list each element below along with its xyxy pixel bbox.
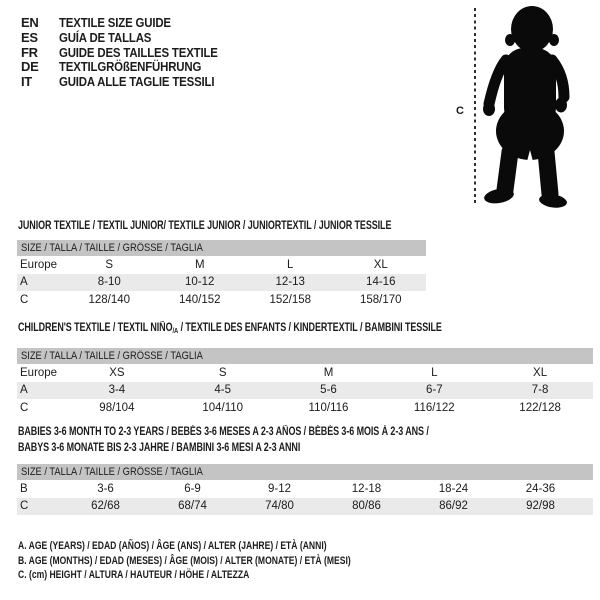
language-row	[21, 15, 239, 30]
language-row	[21, 59, 239, 74]
size-header-row	[17, 240, 426, 256]
language-row	[21, 30, 239, 45]
size-row-europe	[17, 256, 426, 274]
footnote-line: C. (cm) HEIGHT / ALTURA / HAUTEUR / HÖHE / ALTEZZA	[18, 569, 250, 582]
size-value-cell: 10-12	[185, 276, 215, 289]
size-row-a	[17, 274, 426, 292]
size-value-cell: 122/128	[519, 401, 561, 414]
size-header-cell: SIZE / TALLA / TAILLE / GRÖSSE / TAGLIA	[17, 240, 426, 256]
size-value-cell: 24-36	[525, 482, 556, 495]
size-value-cell: 86/92	[439, 500, 468, 513]
row-label-cell: A	[20, 276, 28, 289]
size-value-cell: 12-18	[351, 482, 382, 495]
size-value-cell: 6-9	[184, 482, 201, 495]
size-value-cell: 140/152	[178, 293, 221, 306]
size-value-cell: 92/98	[526, 500, 555, 513]
language-label: GUIDE DES TAILLES TEXTILE	[59, 44, 218, 60]
size-value-cell: S	[218, 366, 227, 379]
language-label: TEXTILE SIZE GUIDE	[59, 15, 171, 30]
language-list	[21, 15, 239, 89]
height-measure-label: C	[456, 105, 464, 117]
row-label-cell: C	[20, 293, 29, 306]
children-section	[18, 320, 561, 414]
language-label: TEXTILGRÖßENFÜHRUNG	[59, 59, 202, 75]
size-value-cell: M	[323, 366, 334, 379]
size-value-cell: 158/170	[359, 293, 402, 306]
size-value-cell: L	[287, 258, 294, 271]
size-row-c	[17, 498, 593, 516]
size-header-row	[17, 348, 593, 364]
size-value-cell: 128/140	[88, 293, 131, 306]
language-code: IT	[21, 74, 32, 90]
language-label: GUÍA DE TALLAS	[59, 29, 152, 45]
size-row-b	[17, 480, 593, 498]
language-code: FR	[21, 44, 38, 60]
language-row	[21, 74, 239, 89]
size-value-cell: 116/122	[413, 401, 455, 414]
size-value-cell: 152/158	[269, 293, 312, 306]
size-value-cell: XS	[109, 366, 125, 379]
babies-title: BABYS 3-6 MONATE BIS 2-3 JAHRE / BAMBINI 3-6 MESI A 2-3 ANNI	[18, 442, 301, 454]
height-dashed-line	[474, 8, 476, 206]
size-value-cell: 104/110	[202, 401, 244, 414]
junior-title: JUNIOR TEXTILE / TEXTIL JUNIOR/ TEXTILE JUNIOR / JUNIORTEXTIL / JUNIOR TESSILE	[18, 220, 392, 232]
size-value-cell: 8-10	[97, 276, 121, 289]
row-label-cell: Europe	[20, 366, 58, 379]
size-row-c	[17, 399, 593, 417]
size-value-cell: XL	[373, 258, 388, 271]
size-value-cell: 9-12	[267, 482, 292, 495]
size-value-cell: 14-16	[366, 276, 396, 289]
babies-size-table	[17, 464, 593, 515]
children-size-table	[17, 348, 593, 417]
size-header-cell: SIZE / TALLA / TAILLE / GRÖSSE / TAGLIA	[17, 464, 593, 480]
size-value-cell: 68/74	[178, 500, 207, 513]
junior-size-table	[17, 240, 426, 309]
size-value-cell: XL	[533, 366, 548, 379]
filler-cell	[584, 498, 593, 516]
size-value-cell: 110/116	[308, 401, 349, 414]
babies-title: BABIES 3-6 MONTH TO 2-3 YEARS / BEBÉS 3-6 MESES A 2-3 AÑOS / BÉBÉS 3-6 MOIS À 2-3 ANS /	[18, 426, 429, 438]
size-header-row	[17, 464, 593, 480]
size-header-cell: SIZE / TALLA / TAILLE / GRÖSSE / TAGLIA	[17, 348, 593, 364]
size-value-cell: 74/80	[265, 500, 294, 513]
size-value-cell: 3-6	[97, 482, 114, 495]
size-value-cell: 98/104	[99, 401, 135, 414]
row-label-cell: B	[20, 482, 28, 495]
row-label-cell: Europe	[20, 258, 58, 271]
language-code: EN	[21, 15, 39, 30]
size-value-cell: 6-7	[425, 384, 443, 397]
babies-section	[18, 424, 556, 513]
size-value-cell: L	[431, 366, 438, 379]
size-value-cell: M	[194, 258, 205, 271]
row-label-cell: A	[20, 384, 28, 397]
size-value-cell: S	[105, 258, 114, 271]
language-row	[21, 45, 239, 60]
size-value-cell: 12-13	[275, 276, 305, 289]
baby-silhouette-icon	[482, 4, 578, 208]
language-label: GUIDA ALLE TAGLIE TESSILI	[59, 74, 215, 90]
footnote-line: B. AGE (MONTHS) / EDAD (MESES) / ÂGE (MOIS) / ALTER (MONATE) / ETÀ (MESI)	[18, 554, 351, 567]
junior-section	[18, 218, 497, 306]
size-row-c	[17, 291, 426, 309]
size-value-cell: 4-5	[214, 384, 231, 397]
size-row-a	[17, 382, 593, 400]
size-value-cell: 7-8	[531, 384, 549, 397]
filler-cell	[584, 480, 593, 498]
row-label-cell: C	[20, 500, 29, 513]
size-value-cell: 18-24	[438, 482, 469, 495]
footnotes	[18, 539, 445, 583]
size-value-cell: 62/68	[91, 500, 120, 513]
size-value-cell: 3-4	[108, 384, 126, 397]
children-title: CHILDREN'S TEXTILE / TEXTIL $NIÑO_{/A}$ / TEXTILE DES ENFANTS / KINDERTEXTIL / BAMBINI TESSILE	[18, 322, 442, 335]
row-label-cell: C	[20, 401, 29, 414]
language-code: ES	[21, 29, 38, 45]
footnote-line: A. AGE (YEARS) / EDAD (AÑOS) / ÂGE (ANS) / ALTER (JAHRE) / ETÀ (ANNI)	[18, 540, 327, 552]
size-value-cell: 80/86	[352, 500, 381, 513]
size-value-cell: 5-6	[320, 384, 337, 397]
size-row-europe	[17, 364, 593, 382]
language-code: DE	[21, 59, 39, 75]
